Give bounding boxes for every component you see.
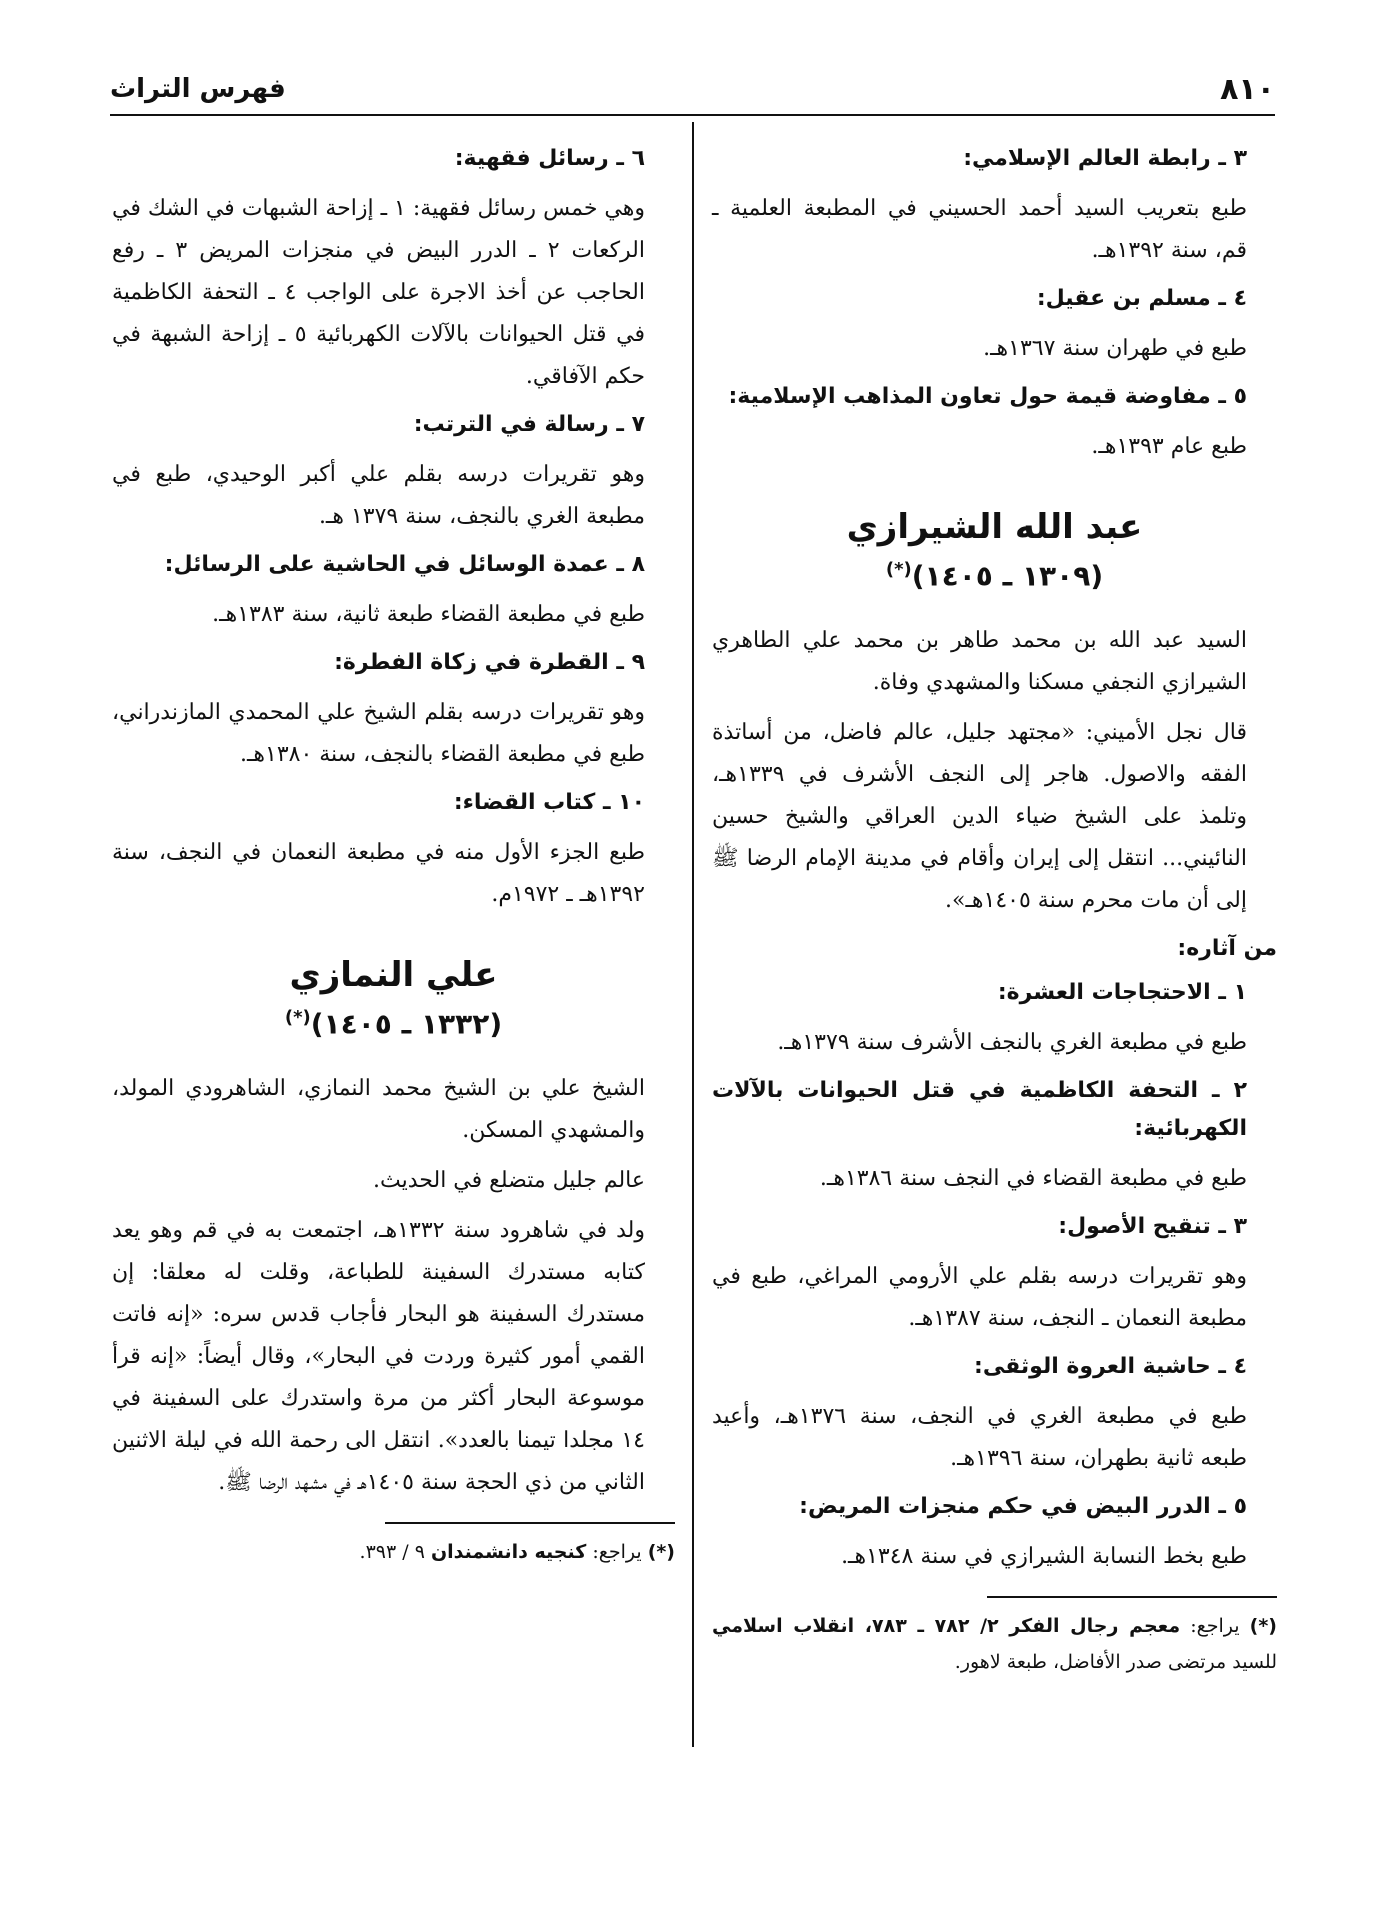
work-item [712, 1348, 1277, 1480]
left-column [112, 140, 675, 1570]
item-text: طبع في مطبعة القضاء في النجف سنة ١٣٨٦هـ. [819, 1166, 1247, 1192]
person-heading [112, 952, 675, 1044]
item-title: ٥ ـ مفاوضة قيمة حول تعاون المذاهب الإسلامية: [728, 384, 1247, 409]
item-title: ١ ـ الاحتجاجات العشرة: [997, 980, 1247, 1006]
item-text: طبع بخط النسابة الشيرازي في سنة ١٣٤٨هـ. [841, 1544, 1247, 1570]
entry-item [112, 546, 675, 636]
footnote-ref: (*) [647, 1541, 675, 1564]
bio-paragraph: قال نجل الأميني: «مجتهد جليل، عالم فاضل، من أساتذة الفقه والاصول. هاجر إلى النجف الأشرف في ١٣٣٩هـ، وتلمذ على الشيخ ضياء الدين العراقي والشيخ حسين النائيني... انتقل إلى إيران وأقام في مدينة الإمام الرضا ﷺ إلى أن مات محرم سنة ١٤٠٥هـ». [712, 720, 1247, 914]
item-title: ١٠ ـ كتاب القضاء: [453, 790, 645, 815]
footnote-ref: (*) [1249, 1615, 1277, 1638]
entry-item [112, 140, 675, 398]
footnote-prefix: يراجع: [1190, 1615, 1240, 1638]
person-dates [112, 998, 675, 1044]
item-text: وهو تقريرات درسه بقلم الشيخ علي المحمدي المازندراني، طبع في مطبعة القضاء بالنجف، سنة ١٣٨٠هـ. [112, 700, 645, 767]
item-text: وهو تقريرات درسه بقلم علي الأرومي المراغي، طبع في مطبعة النعمان ـ النجف، سنة ١٣٨٧هـ. [712, 1264, 1247, 1332]
item-text: وهو تقريرات درسه بقلم علي أكبر الوحيدي، طبع في مطبعة الغري بالنجف، سنة ١٣٧٩ هـ. [112, 462, 645, 529]
bio-paragraph: ولد في شاهرود سنة ١٣٣٢هـ، اجتمعت به في قم وهو يعد كتابه مستدرك السفينة للطباعة، وقلت له معلقا: إن مستدرك السفينة هو البحار فأجاب قدس سره: «إنه فاتت القمي أمور كثيرة وردت في البحار»، وقال أيضاً: «إنه قرأ موسوعة البحار أكثر من مرة واستدرك على السفينة في ١٤ مجلدا تيمنا بالعدد». انتقل الى رحمة الله في ليلة الاثنين الثاني من ذي الحجة سنة ١٤٠٥هـ في مشهد الرضا ﷺ. [112, 1218, 645, 1496]
item-text: طبع في مطبعة القضاء طبعة ثانية، سنة ١٣٨٣هـ. [212, 602, 645, 627]
entry-item [112, 784, 675, 916]
footnote [712, 1608, 1277, 1680]
footnote [112, 1534, 675, 1570]
item-text: طبع في مطبعة الغري في النجف، سنة ١٣٧٦هـ، وأعيد طبعه ثانية بطهران، سنة ١٣٩٦هـ. [712, 1404, 1247, 1472]
entry-item [712, 378, 1277, 468]
item-text: طبع في مطبعة الغري بالنجف الأشرف سنة ١٣٧٩هـ. [777, 1030, 1247, 1056]
person-name: عبد الله الشيرازي [846, 507, 1143, 547]
page-number: ٨١٠ [1220, 72, 1275, 107]
page-header [110, 72, 1275, 112]
footnote-source: كنجيه دانشمندان [430, 1541, 587, 1564]
item-title: ٧ ـ رسالة في الترتب: [413, 412, 645, 437]
item-title: ٥ ـ الدرر البيض في حكم منجزات المريض: [799, 1494, 1247, 1520]
item-title: ٤ ـ مسلم بن عقيل: [1036, 286, 1247, 311]
work-item [712, 1208, 1277, 1340]
bio-paragraph: الشيخ علي بن الشيخ محمد النمازي، الشاهرودي المولد، والمشهدي المسكن. [112, 1076, 645, 1144]
running-title: فهرس التراث [110, 74, 286, 104]
item-title: ٤ ـ حاشية العروة الوثقى: [974, 1354, 1247, 1380]
item-text: طبع بتعريب السيد أحمد الحسيني في المطبعة العلمية ـ قم، سنة ١٣٩٢هـ. [712, 196, 1247, 263]
footnote-mark: (*) [885, 559, 912, 580]
item-title: ٣ ـ رابطة العالم الإسلامي: [963, 146, 1247, 171]
item-title: ٣ ـ تنقيح الأصول: [1058, 1214, 1247, 1240]
bio-paragraph: عالم جليل متضلع في الحديث. [373, 1168, 645, 1194]
entry-item [112, 644, 675, 776]
footnote-mark: (*) [284, 1007, 311, 1028]
dates-text: (١٣٣٢ ـ ١٤٠٥) [310, 1007, 503, 1041]
item-text: طبع الجزء الأول منه في مطبعة النعمان في النجف، سنة ١٣٩٢هـ ـ ١٩٧٢م. [112, 840, 645, 907]
work-item [712, 1072, 1277, 1200]
dates-text: (١٣٠٩ ـ ١٤٠٥) [911, 559, 1104, 593]
entry-item [112, 406, 675, 538]
footnote-rest: للسيد مرتضى صدر الأفاضل، طبعة لاهور. [954, 1651, 1277, 1674]
entry-item [712, 140, 1277, 272]
item-title: ٩ ـ القطرة في زكاة الفطرة: [334, 650, 645, 675]
footnote-source: معجم رجال الفكر ٢/ ٧٨٢ ـ ٧٨٣، انقلاب اسلامي [712, 1615, 1181, 1638]
entry-item [712, 280, 1277, 370]
item-title: ٨ ـ عمدة الوسائل في الحاشية على الرسائل: [164, 552, 645, 577]
item-text: وهي خمس رسائل فقهية: ١ ـ إزاحة الشبهات في الشك في الركعات ٢ ـ الدرر البيض في منجزات المريض ٣ ـ رفع الحاجب عن أخذ الاجرة على الواجب ٤ ـ التحفة الكاظمية في قتل الحيوانات بالآلات الكهربائية ٥ ـ إزاحة الشبهة في حكم الآفاقي. [112, 196, 645, 389]
work-item [712, 1488, 1277, 1578]
person-heading [712, 504, 1277, 596]
footnote-rule [987, 1596, 1277, 1598]
works-label: من آثاره: [1177, 936, 1277, 962]
right-column [712, 140, 1277, 1680]
item-title: ٢ ـ التحفة الكاظمية في قتل الحيوانات بالآلات الكهربائية: [712, 1078, 1247, 1142]
footnote-rest: ٩ / ٣٩٣. [359, 1541, 425, 1564]
person-dates [712, 550, 1277, 596]
footnote-prefix: يراجع: [592, 1541, 642, 1564]
work-item [712, 974, 1277, 1064]
footnote-rule [385, 1522, 675, 1524]
bio-paragraph: السيد عبد الله بن محمد طاهر بن محمد علي الطاهري الشيرازي النجفي مسكنا والمشهدي وفاة. [712, 628, 1247, 696]
item-text: طبع في طهران سنة ١٣٦٧هـ. [983, 336, 1247, 361]
item-title: ٦ ـ رسائل فقهية: [454, 146, 645, 171]
person-name: علي النمازي [289, 955, 498, 995]
column-divider [692, 122, 694, 1747]
header-rule [110, 114, 1275, 116]
item-text: طبع عام ١٣٩٣هـ. [1091, 434, 1247, 459]
